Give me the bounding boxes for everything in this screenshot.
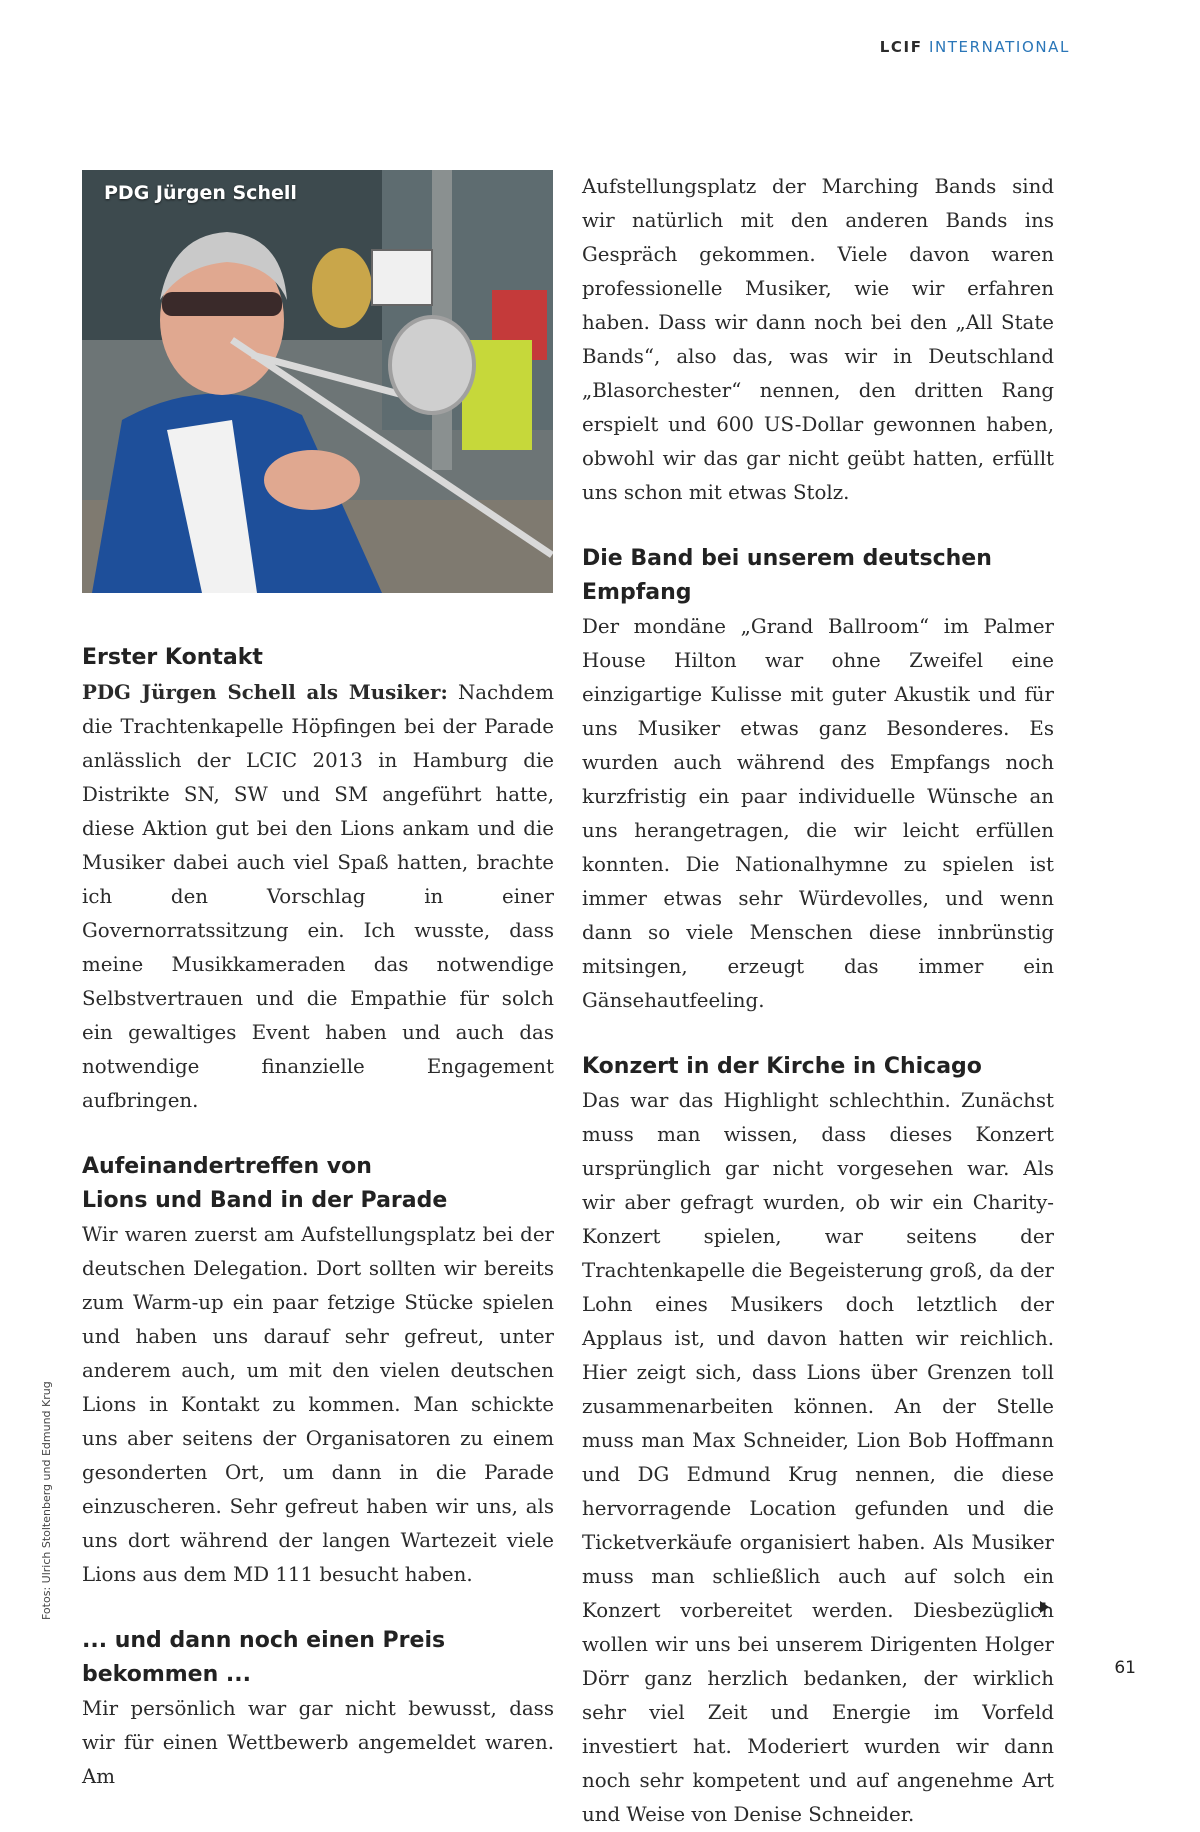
photo-credit: Fotos: Ulrich Stoltenberg und Edmund Krug bbox=[40, 1381, 53, 1620]
paragraph-continued: Aufstellungsplatz der Marching Bands sind wir natürlich mit den anderen Bands ins Gespräch gekommen. Viele davon waren professionelle Musiker, wie wir erfahren haben. Dass wir dann noch bei den „All State Bands“, also das, was wir in Deutschland „Blasorchester“ nennen, den dritten Rang erspielt und 600 US-Dollar gewonnen haben, obwohl wir das gar nicht geübt hatten, erfüllt uns schon mit etwas Stolz. bbox=[582, 175, 1054, 504]
paragraph-erster-kontakt bbox=[82, 675, 554, 1118]
paragraph-empfang: Der mondäne „Grand Ballroom“ im Palmer House Hilton war ohne Zweifel eine einzigartige Kulisse mit guter Akustik und für uns Musiker etwas ganz Besonderes. Es wurden auch während des Empfangs noch kurzfristig ein paar individuelle Wünsche an uns herangetragen, die wir leicht erfüllen konnten. Die Nationalhymne zu spielen ist immer etwas sehr Würdevolles, und wenn dann so viele Menschen diese innbrünstig mitsingen, erzeugt das immer ein Gänsehautfeeling. bbox=[582, 615, 1054, 1012]
kontakt-body: Nachdem die Trachtenkapelle Höpfingen bei der Parade anlässlich der LCIC 2013 in Hamburg die Distrikte SN, SW und SM angeführt hatte, diese Aktion gut bei den Lions ankam und die Musiker dabei auch viel Spaß hatten, brachte ich den Vorschlag in einer Governorratssitzung ein. Ich wusste, dass meine Musikkameraden das notwendige Selbstvertrauen und die Empathie für solch ein gewaltiges Event haben und auch das notwendige finanzielle Engagement aufbringen. bbox=[82, 681, 554, 1112]
paragraph-preis: Mir persönlich war gar nicht bewusst, dass wir für einen Wettbewerb angemeldet waren. Am bbox=[82, 1697, 554, 1788]
trombone-player-photo bbox=[82, 170, 553, 593]
heading-erster-kontakt: Erster Kontakt bbox=[82, 645, 263, 670]
heading-preis: ... und dann noch einen Preis bekommen ... bbox=[82, 1628, 446, 1687]
subsection-label: INTERNATIONAL bbox=[928, 38, 1070, 56]
right-column bbox=[582, 170, 1054, 1832]
heading-parade-line-1: Aufeinandertreffen von bbox=[82, 1154, 372, 1179]
heading-parade-line-2: Lions und Band in der Parade bbox=[82, 1188, 448, 1213]
paragraph-konzert: Das war das Highlight schlechthin. Zunächst muss man wissen, dass dieses Konzert ursprünglich gar nicht vorgesehen war. Als wir aber gefragt wurden, ob wir ein Charity-Konzert spielen, war seitens der Trachtenkapelle die Begeisterung groß, da der Lohn eines Musikers doch letztlich der Applaus ist, und davon hatten wir reichlich. Hier zeigt sich, dass Lions über Grenzen toll zusammenarbeiten können. An der Stelle muss man Max Schneider, Lion Bob Hoffmann und DG Edmund Krug nennen, die diese hervorragende Location gefunden und die Ticketverkäufe organisiert haben. Als Musiker muss man schließlich auch auf solch ein Konzert vorbereitet werden. Diesbezüglich wollen wir uns bei unserem Dirigenten Holger Dörr ganz herzlich bedanken, der wirklich sehr viel Zeit und Energie im Vorfeld investiert hat. Moderiert wurden wir dann noch sehr kompetent und auf angenehme Art und Weise von Denise Schneider. bbox=[582, 1089, 1054, 1826]
heading-konzert: Konzert in der Kirche in Chicago bbox=[582, 1054, 982, 1079]
paragraph-parade: Wir waren zuerst am Aufstellungsplatz bei der deutschen Delegation. Dort sollten wir bereits zum Warm-up ein paar fetzige Stücke spielen und haben uns darauf sehr gefreut, unter anderem auch, um mit den vielen deutschen Lions in Kontakt zu kommen. Man schickte uns aber seitens der Organisatoren zu einem gesonderten Ort, um dann in die Parade einzuscheren. Sehr gefreut haben wir uns, als uns dort während der langen Wartezeit viele Lions aus dem MD 111 besucht haben. bbox=[82, 1223, 554, 1586]
page-header bbox=[880, 38, 1070, 56]
continue-arrow-icon bbox=[1040, 1601, 1049, 1613]
heading-empfang: Die Band bei unserem deutschen Empfang bbox=[582, 546, 992, 605]
lead-in: PDG Jürgen Schell als Musiker: bbox=[82, 680, 448, 704]
photo-caption: PDG Jürgen Schell bbox=[104, 182, 297, 204]
section-label: LCIF bbox=[879, 38, 923, 56]
page-number: 61 bbox=[1114, 1658, 1136, 1678]
left-column bbox=[82, 641, 554, 1794]
